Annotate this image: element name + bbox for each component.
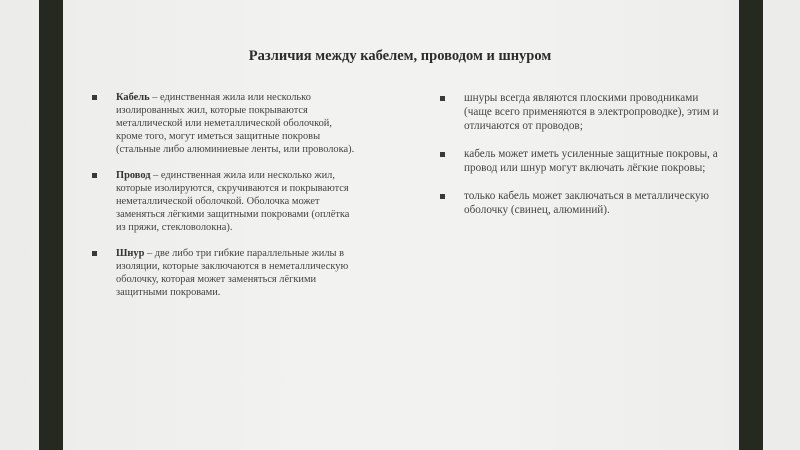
term-definition: – единственная жила или несколько изолированных жил, которые покрываются металлической или неметаллической оболочкой, кроме того, могут иметься защитные покровы (стальные либо алюминиевые ленты, или проволока). — [116, 92, 355, 155]
term-definition: – две либо три гибкие параллельные жилы в изоляции, которые заключаются в неметаллическую оболочку, которая может заменяться лёгкими защитными покровами. — [116, 248, 349, 298]
list-item — [440, 189, 720, 217]
list-item-text: кабель может иметь усиленные защитные покровы, а провод или шнур могут включать лёгкие покровы; — [464, 148, 718, 174]
list-item-wire — [92, 169, 356, 234]
term-label: Кабель — [116, 92, 150, 103]
list-item — [440, 147, 720, 175]
left-decorative-bar — [39, 0, 63, 450]
left-column — [92, 91, 356, 312]
slide-title: Различия между кабелем, проводом и шнуром — [248, 48, 552, 64]
right-column — [440, 91, 720, 231]
list-item-cord — [92, 247, 356, 299]
right-decorative-bar — [739, 0, 763, 450]
list-item-text: шнуры всегда являются плоскими проводниками (чаще всего применяются в электропроводке), этим и отличаются от проводов; — [464, 92, 719, 132]
list-item — [440, 91, 720, 133]
square-bullet-icon — [440, 194, 445, 199]
square-bullet-icon — [92, 251, 97, 256]
square-bullet-icon — [92, 173, 97, 178]
square-bullet-icon — [92, 95, 97, 100]
square-bullet-icon — [440, 152, 445, 157]
list-item-text: только кабель может заключаться в металлическую оболочку (свинец, алюминий). — [464, 190, 709, 216]
list-item-cable — [92, 91, 356, 156]
term-definition: – единственная жила или несколько жил, которые изолируются, скручиваются и покрываются неметаллической оболочкой. Оболочка может заменяться лёгкими защитными покровами (оплётка из пряжи, стекловолокна). — [116, 170, 350, 233]
term-label: Шнур — [116, 248, 145, 259]
term-label: Провод — [116, 170, 151, 181]
square-bullet-icon — [440, 96, 445, 101]
